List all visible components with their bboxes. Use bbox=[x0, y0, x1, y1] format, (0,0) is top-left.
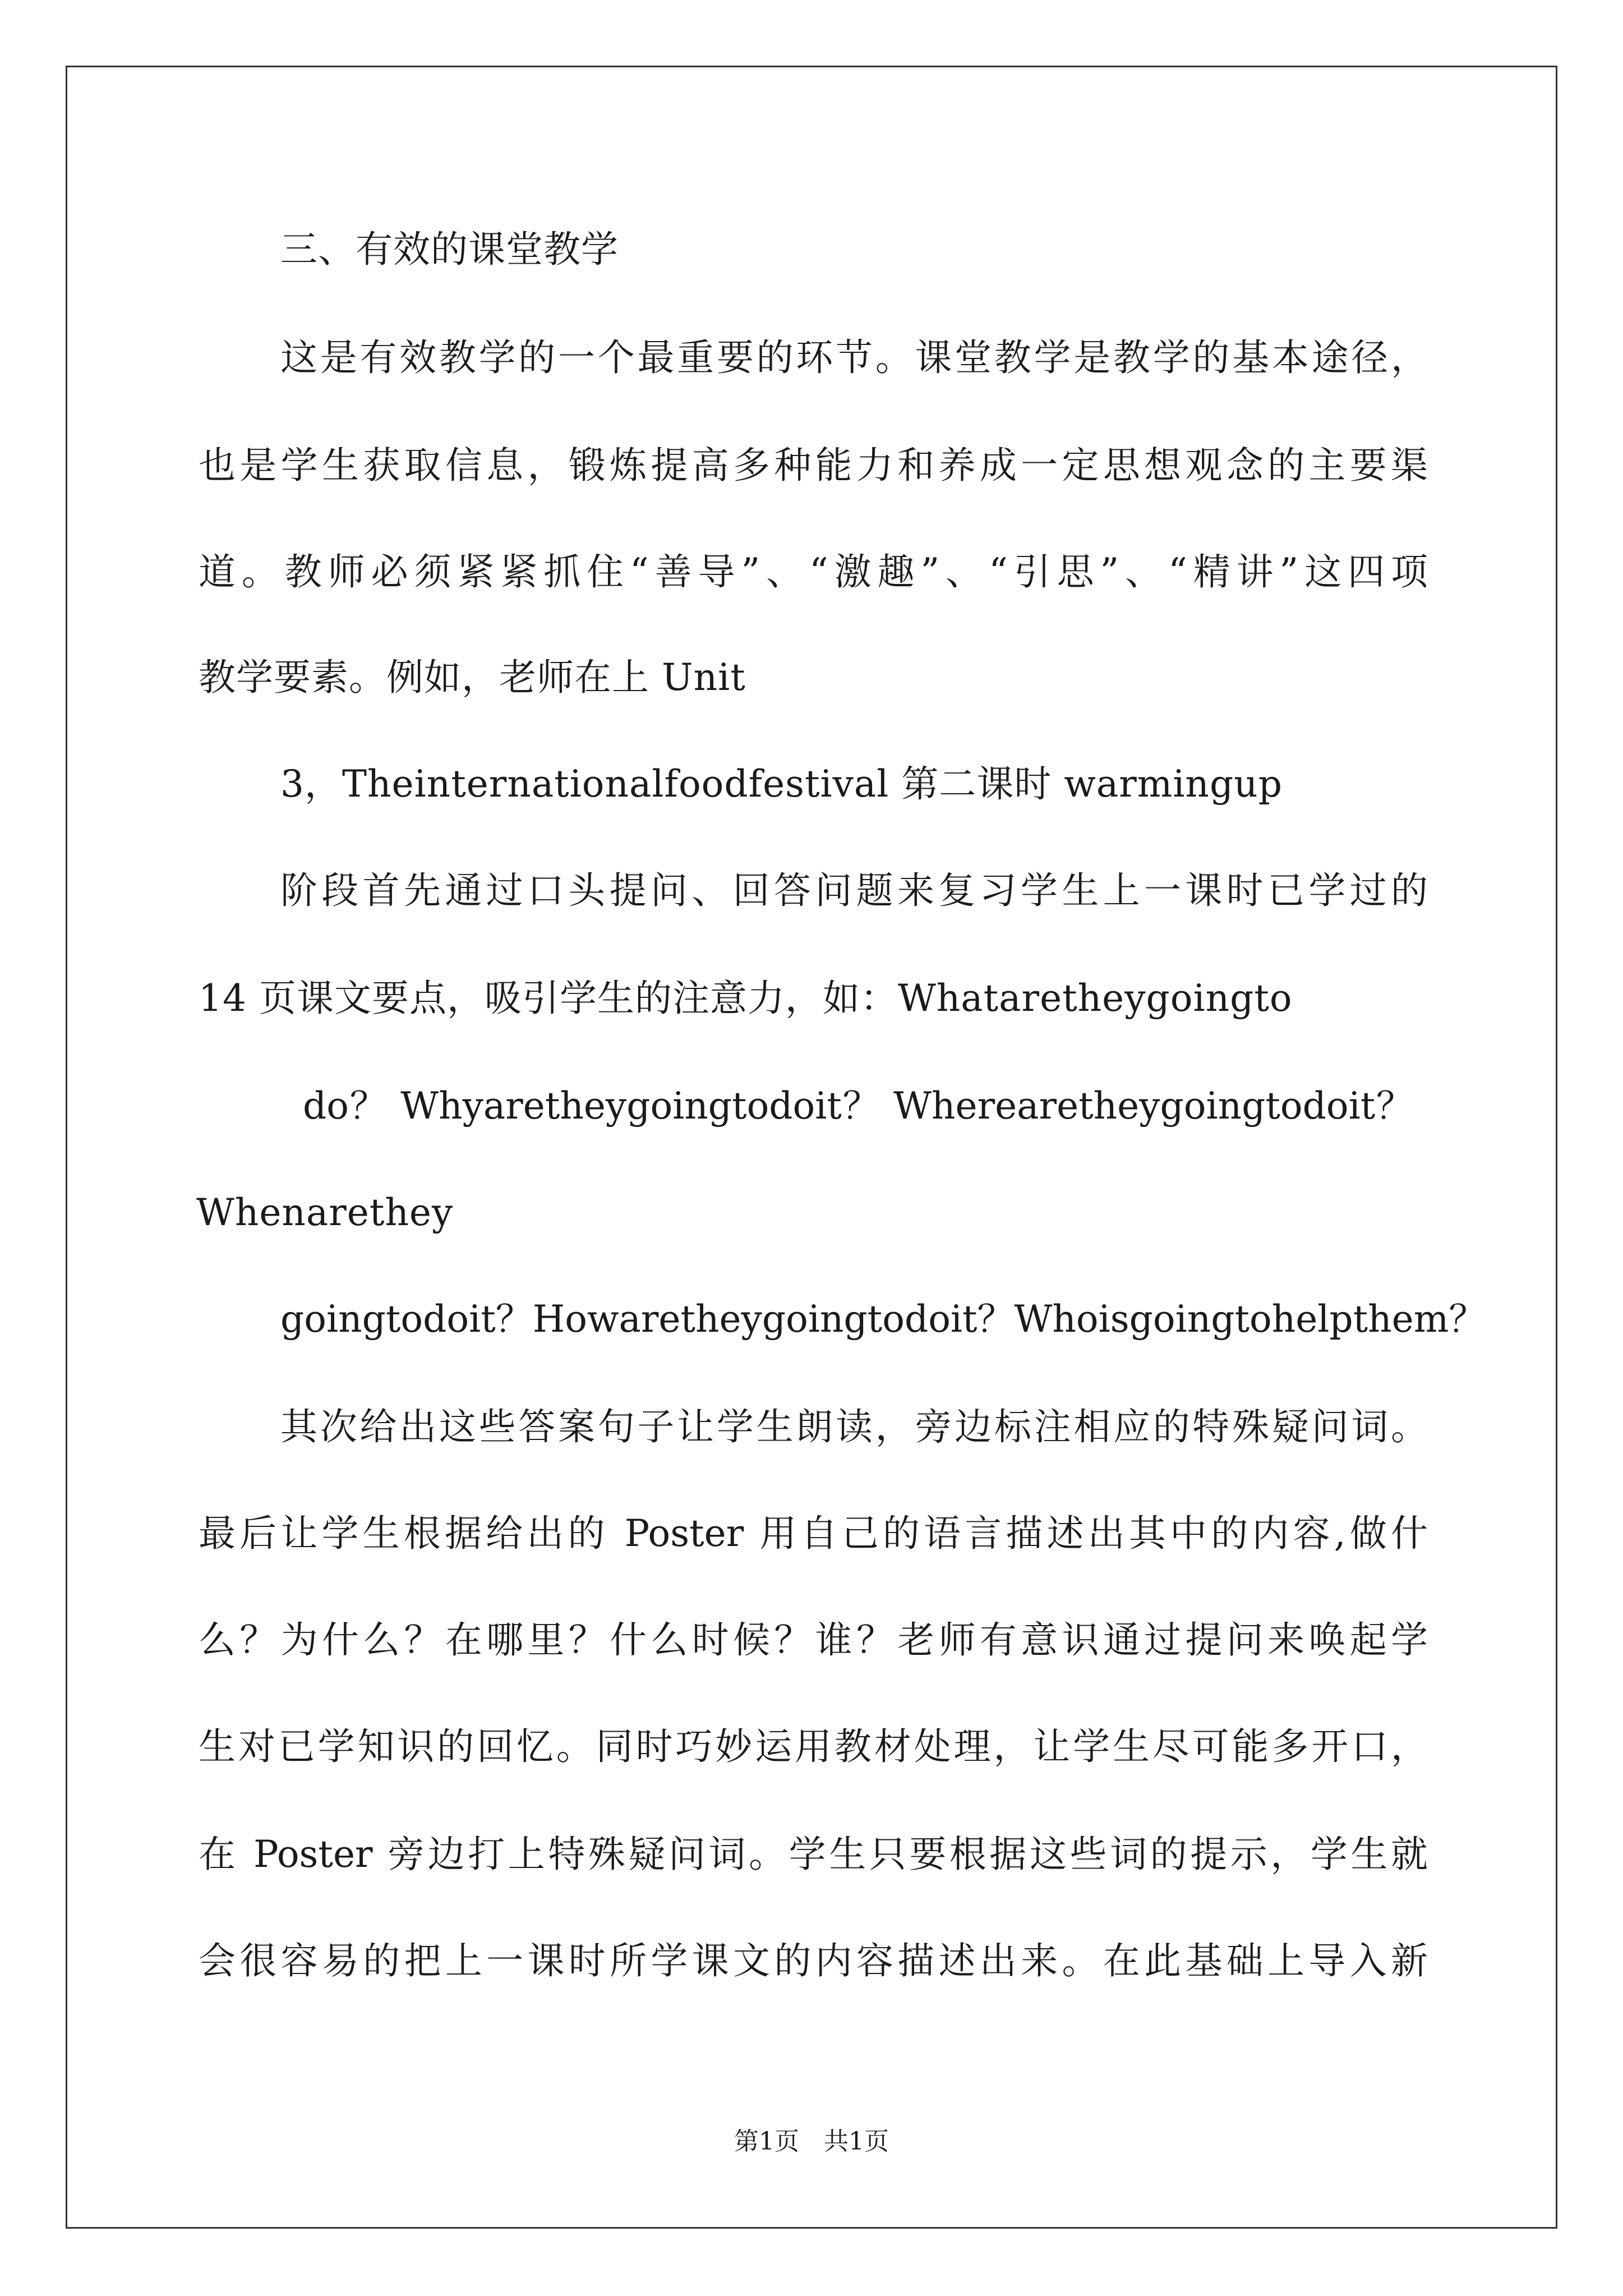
paragraph-line: 阶段首先通过口头提问、回答问题来复习学生上一课时已学过的 bbox=[280, 869, 1428, 912]
paragraph-line: 3，Theinternationalfoodfestival 第二课时 warmingup bbox=[280, 762, 1283, 806]
page-footer: 第1页 共1页 bbox=[734, 2127, 889, 2156]
paragraph-line: 么？为什么？在哪里？什么时候？谁？老师有意识通过提问来唤起学 bbox=[199, 1618, 1428, 1662]
page-border bbox=[66, 66, 1557, 2229]
paragraph-line: 最后让学生根据给出的 Poster 用自己的语言描述出其中的内容,做什 bbox=[199, 1512, 1428, 1555]
paragraph-line: 生对已学知识的回忆。同时巧妙运用教材处理，让学生尽可能多开口， bbox=[199, 1725, 1428, 1768]
paragraph-line: 在 Poster 旁边打上特殊疑问词。学生只要根据这些词的提示，学生就 bbox=[199, 1833, 1428, 1876]
paragraph-line: 也是学生获取信息，锻炼提高多种能力和养成一定思想观念的主要渠 bbox=[199, 444, 1428, 487]
paragraph-line: 教学要素。例如，老师在上 Unit bbox=[199, 656, 746, 699]
section-heading: 三、有效的课堂教学 bbox=[280, 228, 619, 271]
paragraph-line: 道。教师必须紧紧抓住“善导”、“激趣”、“引思”、“精讲”这四项 bbox=[199, 550, 1428, 593]
paragraph-line: Whenarethey bbox=[196, 1191, 454, 1234]
paragraph-line: 会很容易的把上一课时所学课文的内容描述出来。在此基础上导入新 bbox=[199, 1939, 1428, 1982]
paragraph-line: goingtodoit？Howaretheygoingtodoit？Whoisgoingtohelpthem？ bbox=[280, 1297, 1486, 1341]
paragraph-line: 这是有效教学的一个最重要的环节。课堂教学是教学的基本途径， bbox=[280, 336, 1428, 379]
paragraph-line: do？ Whyaretheygoingtodoit？ Wherearetheygoingtodoit？ bbox=[303, 1084, 1413, 1128]
paragraph-line: 14 页课文要点，吸引学生的注意力，如：Whataretheygoingto bbox=[199, 977, 1293, 1020]
paragraph-line: 其次给出这些答案句子让学生朗读，旁边标注相应的特殊疑问词。 bbox=[280, 1405, 1428, 1448]
